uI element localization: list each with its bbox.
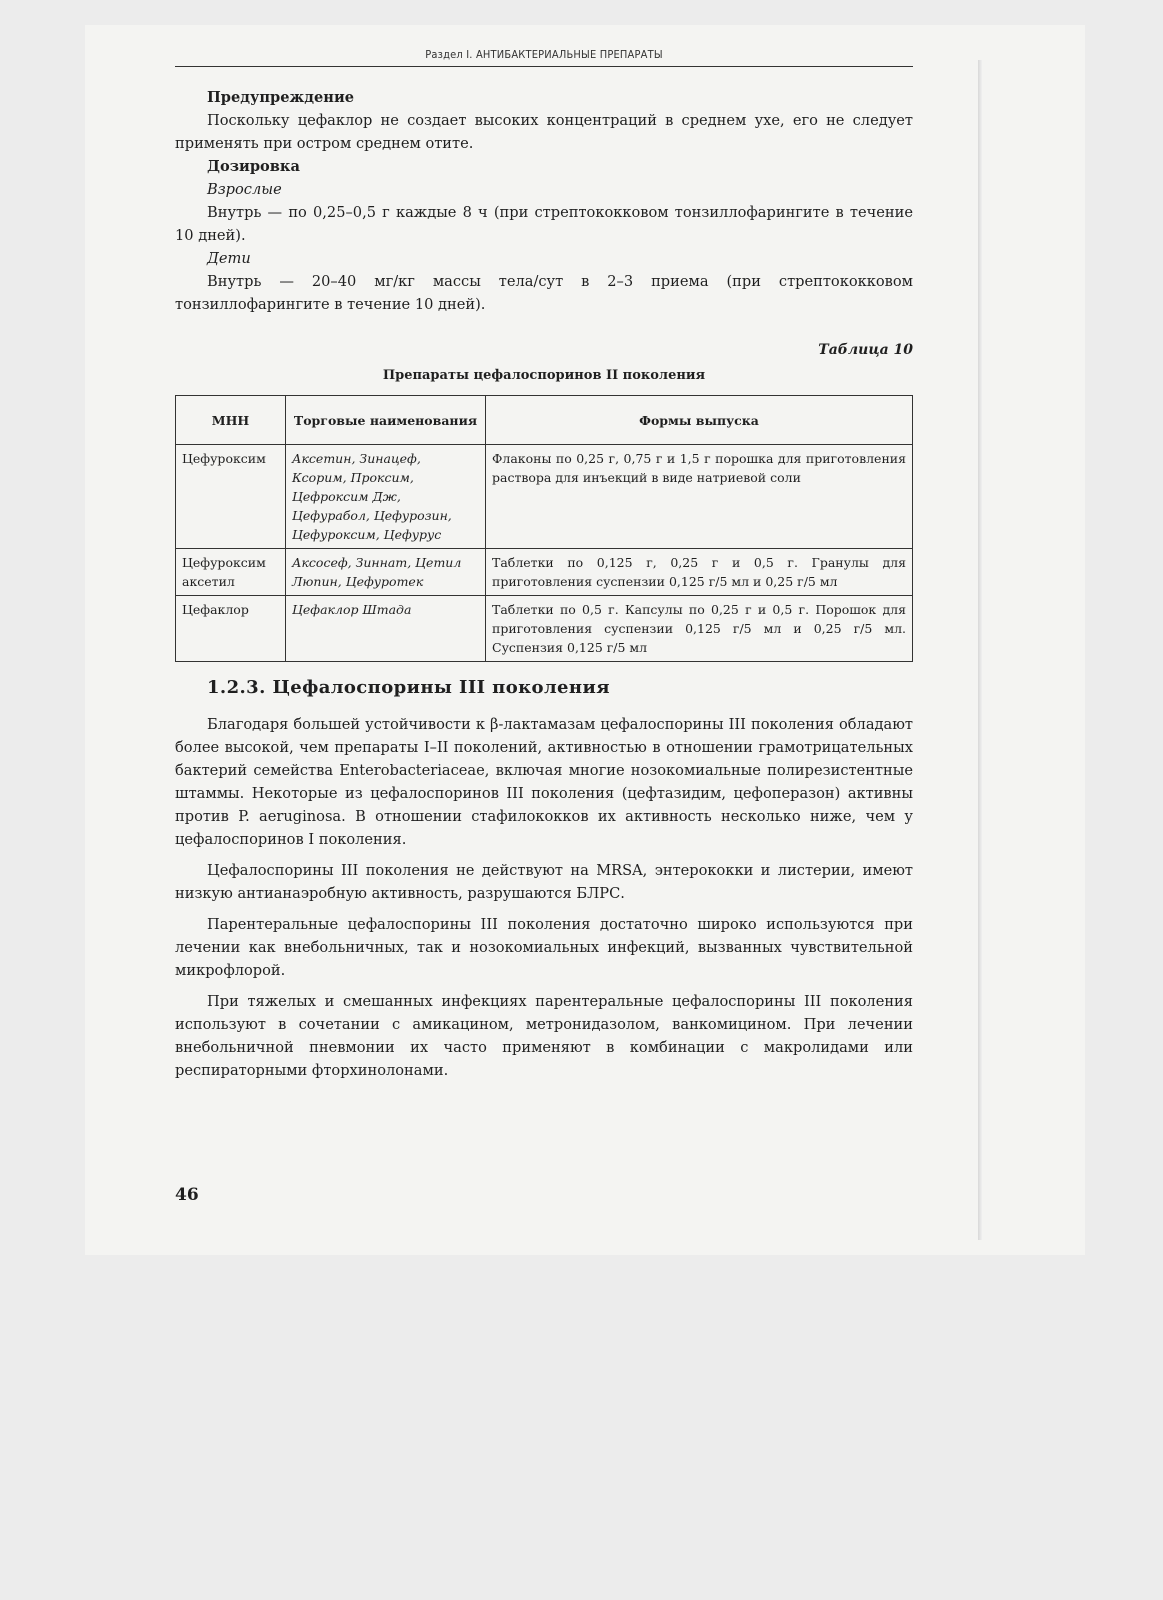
table-label: Таблица 10 [818,342,913,358]
warning-title: Предупреждение [207,89,355,106]
adults-label: Взрослые [207,181,282,198]
table-title: Препараты цефалоспоринов II поколения [382,368,706,383]
cell-trade: Цефаклор Штада [286,596,486,662]
cell-forms: Таблетки по 0,125 г, 0,25 г и 0,5 г. Гранулы для приготовления суспензии 0,125 г/5 мл и 0,25 г/5 мл [486,549,913,596]
dosage-title: Дозировка [207,158,300,175]
section-paragraph: При тяжелых и смешанных инфекциях парентеральные цефалоспорины III поколения используют в сочетании с амикацином, метронидазолом, ванкомицином. При лечении внебольничной пневмонии их часто применяют в комбинации с макролидами или респираторными фторхинолонами. [175,993,913,1079]
cell-forms: Таблетки по 0,5 г. Капсулы по 0,25 г и 0,5 г. Порошок для приготовления суспензии 0,125 г/5 мл и 0,25 г/5 мл. Суспензия 0,125 г/5 мл [486,596,913,662]
cell-inn: Цефуроксим [176,445,286,549]
header-forms: Формы выпуска [486,396,913,445]
warning-text: Поскольку цефаклор не создает высоких концентраций в среднем ухе, его не следует применять при остром среднем отите. [175,112,913,152]
header-trade: Торговые наименования [286,396,486,445]
adults-text: Внутрь — по 0,25–0,5 г каждые 8 ч (при стрептококковом тонзиллофарингите в течение 10 дней). [175,204,913,244]
running-header: Раздел I. АНТИБАКТЕРИАЛЬНЫЕ ПРЕПАРАТЫ [425,48,663,61]
drugs-table [175,395,913,662]
section-paragraph: Цефалоспорины III поколения не действуют на MRSA, энтерококки и листерии, имеют низкую антианаэробную активность, разрушаются БЛРС. [175,862,913,902]
header-inn: МНН [176,396,286,445]
children-label: Дети [207,250,251,267]
children-text: Внутрь — 20–40 мг/кг массы тела/сут в 2–3 приема (при стрептококковом тонзиллофарингите в течение 10 дней). [175,273,913,313]
table-row [176,445,913,549]
section-title: 1.2.3. Цефалоспорины III поколения [207,677,610,698]
section-paragraph: Парентеральные цефалоспорины III поколения достаточно широко используются при лечении как внебольничных, так и нозокомиальных инфекций, вызванных чувствительной микрофлорой. [175,916,913,979]
table-header-row [176,396,913,445]
cell-forms: Флаконы по 0,25 г, 0,75 г и 1,5 г порошка для приготовления раствора для инъекций в виде натриевой соли [486,445,913,549]
section-paragraph: Благодаря большей устойчивости к β-лактамазам цефалоспорины III поколения обладают более высокой, чем препараты I–II поколений, активностью в отношении грамотрицательных бактерий семейства Enterobacteriaceae, включая многие нозокомиальные полирезистентные штаммы. Некоторые из цефалоспоринов III поколения (цефтазидим, цефоперазон) активны против P. aeruginosa. В отношении стафилококков их активность несколько ниже, чем у цефалоспоринов I поколения. [175,716,913,848]
cell-inn: Цефуроксим аксетил [176,549,286,596]
page-edge-shadow [978,60,982,1240]
cell-trade: Аксосеф, Зиннат, Цетил Люпин, Цефуротек [286,549,486,596]
page-content [175,86,913,1082]
page-number: 46 [175,1185,199,1205]
table-row [176,549,913,596]
table-row [176,596,913,662]
cell-inn: Цефаклор [176,596,286,662]
cell-trade: Аксетин, Зинацеф, Ксорим, Проксим, Цефроксим Дж, Цефурабол, Цефурозин, Цефуроксим, Цефурус [286,445,486,549]
header-rule [175,66,913,67]
